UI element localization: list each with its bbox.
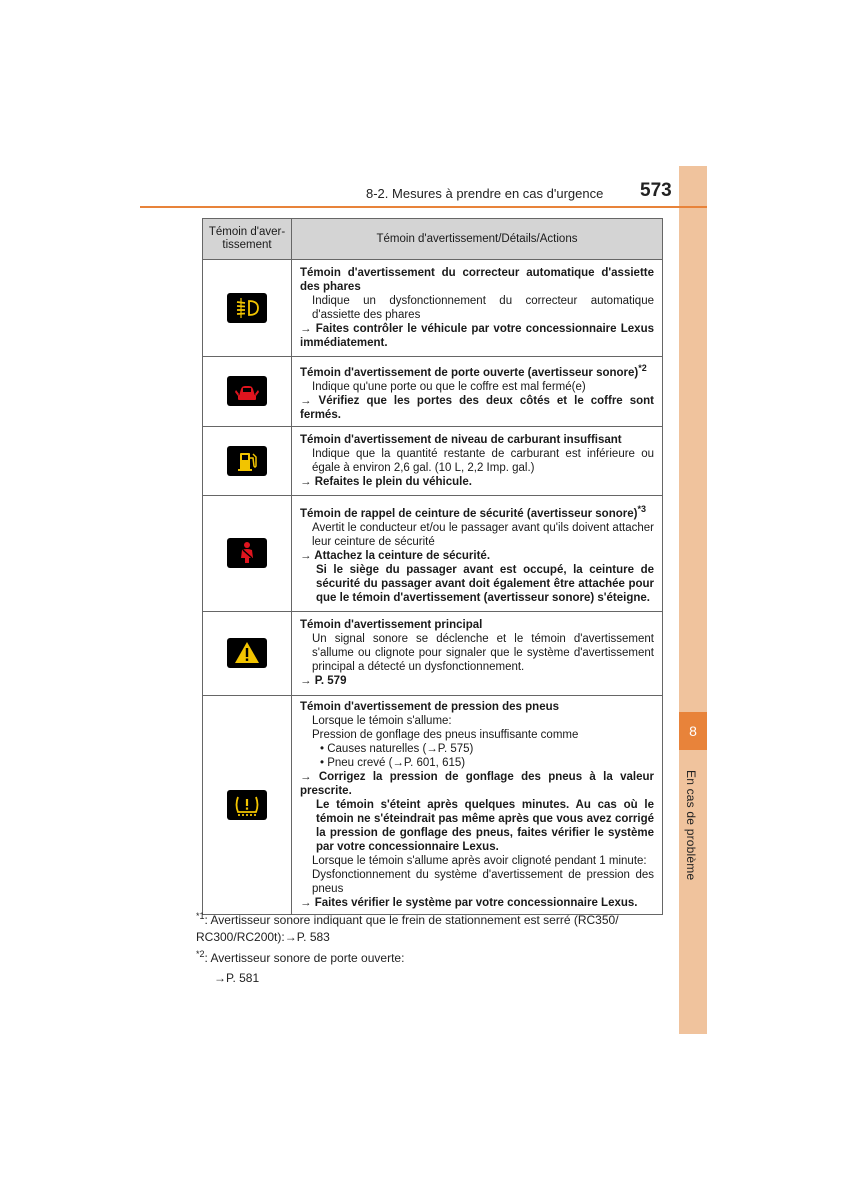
- table-row: [203, 611, 663, 695]
- row-action: → Corrigez la pression de gonflage des pneus à la valeur prescrite.: [300, 770, 654, 797]
- footnote-mark: *1: [196, 911, 205, 921]
- seatbelt-icon: [227, 538, 267, 568]
- table-row: [203, 426, 663, 495]
- row-action: → P. 579: [300, 675, 347, 688]
- footnote-2: [196, 946, 659, 987]
- table-row: [203, 495, 663, 611]
- list-item: • Causes naturelles (→P. 575): [320, 742, 474, 755]
- chapter-label: En cas de problème: [684, 770, 698, 881]
- chapter-number: 8: [679, 712, 707, 750]
- row-title: Témoin de rappel de ceinture de sécurité (avertisseur sonore): [300, 507, 638, 520]
- row-title: Témoin d'avertissement principal: [300, 619, 483, 632]
- master-warning-icon: [227, 638, 267, 668]
- footnote-1: [196, 908, 659, 946]
- table-row: [203, 695, 663, 914]
- footnote-text: : Avertisseur sonore de porte ouverte:: [204, 951, 405, 965]
- row-description: Avertit le conducteur et/ou le passager avant qu'ils doivent attacher leur ceinture de sécurité: [312, 521, 654, 548]
- section-title: 8-2. Mesures à prendre en cas d'urgence: [366, 186, 604, 201]
- footnote-text: : Avertisseur sonore indiquant que le frein de stationnement est serré (RC350/ RC300/RC200t):→P. 583: [196, 913, 619, 944]
- footnote-ref: *3: [637, 503, 646, 514]
- footnote-ref: →P. 581: [214, 971, 260, 985]
- tire-pressure-icon: [227, 790, 267, 820]
- header-rule: [140, 206, 707, 208]
- table-row: [203, 357, 663, 427]
- row-description: Indique un dysfonctionnement du correcteur automatique d'assiette des phares: [312, 295, 654, 321]
- row-action: → Faites contrôler le véhicule par votre concessionnaire Lexus immédiatement.: [300, 323, 654, 349]
- row-action: → Faites vérifier le système par votre concessionnaire Lexus.: [300, 896, 638, 909]
- row-action: → Vérifiez que les portes des deux côtés et le coffre sont fermés.: [300, 394, 654, 421]
- table-row: [203, 260, 663, 357]
- row-description: Indique qu'une porte ou que le coffre est mal fermé(e): [312, 380, 586, 393]
- row-title: Témoin d'avertissement de porte ouverte (avertisseur sonore): [300, 366, 639, 379]
- warning-table: [202, 218, 663, 915]
- row-title: Témoin d'avertissement du correcteur automatique d'assiette des phares: [300, 267, 654, 293]
- row-action-detail: Le témoin s'éteint après quelques minutes. Au cas où le témoin ne s'éteindrait pas même après que vous avez corrigé la pression de gonflage des pneus, faites vérifier le système par votre concessionnaire Lexus.: [316, 798, 654, 853]
- open-door-icon: [227, 376, 267, 406]
- row-line: Dysfonctionnement du système d'avertissement de pression des pneus: [312, 868, 654, 895]
- row-description: Indique que la quantité restante de carburant est inférieure ou égale à environ 2,6 gal. (10 L, 2,2 Imp. gal.): [312, 447, 654, 474]
- table-header-row: [203, 219, 663, 260]
- row-line: Pression de gonflage des pneus insuffisante comme: [312, 728, 579, 741]
- chapter-tab: [679, 166, 707, 1034]
- row-action: → Refaites le plein du véhicule.: [300, 475, 472, 488]
- footnote-mark: *2: [196, 949, 205, 959]
- row-title: Témoin d'avertissement de pression des pneus: [300, 700, 560, 713]
- row-title: Témoin d'avertissement de niveau de carburant insuffisant: [300, 433, 622, 446]
- fuel-pump-icon: [227, 446, 267, 476]
- headlight-leveling-icon: [227, 293, 267, 323]
- list-item: • Pneu crevé (→P. 601, 615): [320, 756, 466, 769]
- row-action: → Attachez la ceinture de sécurité.: [300, 549, 491, 562]
- row-line: Lorsque le témoin s'allume:: [312, 714, 452, 727]
- col-header-light: Témoin d'aver-tissement: [203, 219, 292, 260]
- row-description: Un signal sonore se déclenche et le témoin d'avertissement s'allume ou clignote pour signaler que le système d'avertissement principal a détecté un dysfonctionnement.: [312, 633, 654, 674]
- row-line: Lorsque le témoin s'allume après avoir clignoté pendant 1 minute:: [312, 854, 647, 867]
- page-number: 573: [640, 180, 672, 201]
- row-action-detail: Si le siège du passager avant est occupé, la ceinture de sécurité du passager avant doit également être attachée pour que le témoin d'avertissement (avertisseur sonore) s'éteigne.: [316, 563, 654, 604]
- col-header-details: Témoin d'avertissement/Détails/Actions: [292, 219, 663, 260]
- footnote-ref: *2: [638, 363, 647, 373]
